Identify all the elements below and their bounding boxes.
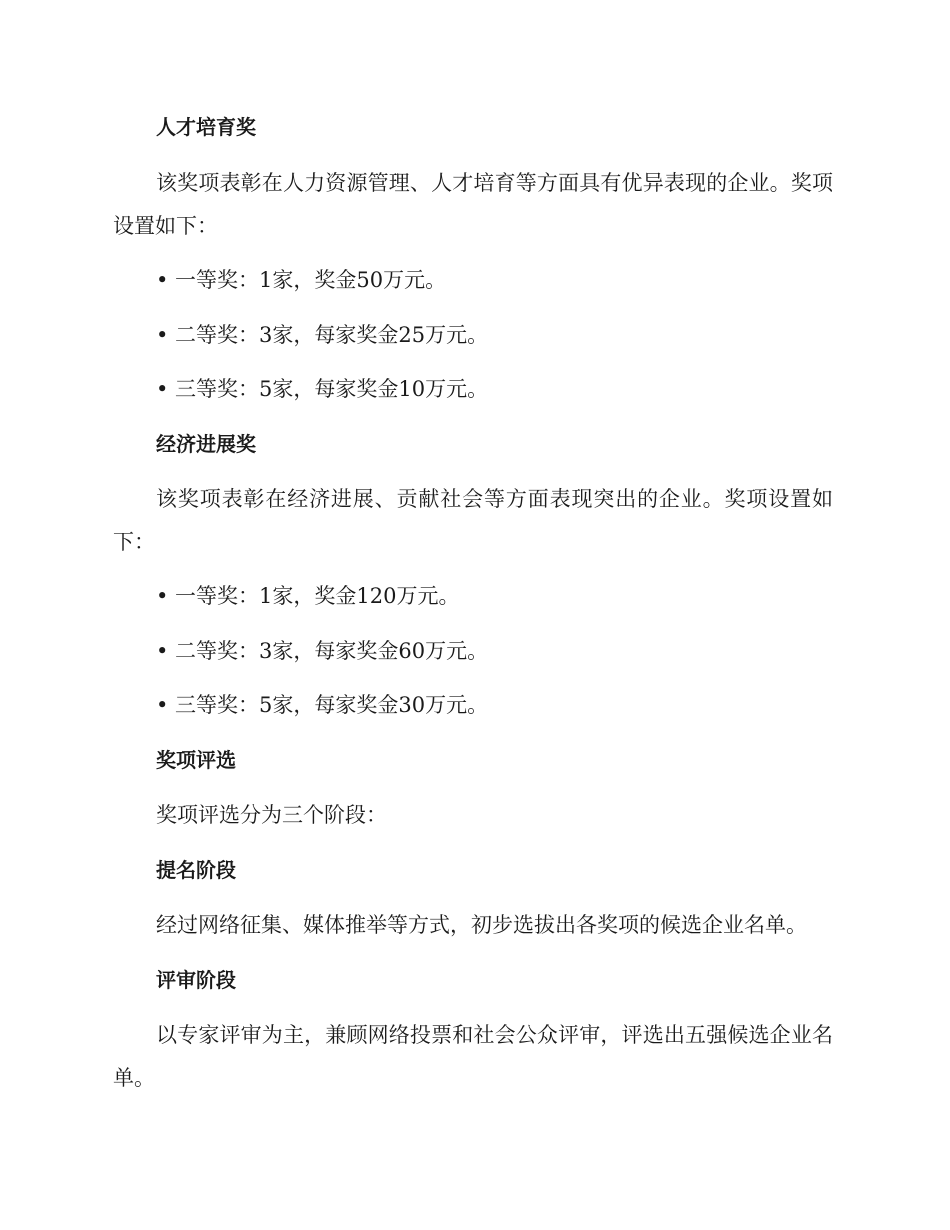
review-stage-description: 以专家评审为主，兼顾网络投票和社会公众评审，评选出五强候选企业名单。	[113, 1023, 833, 1090]
section-heading-selection: 奖项评选	[156, 748, 236, 772]
economic-award-first-prize: • 一等奖：1家，奖金120万元。	[156, 584, 460, 608]
section-heading-review-stage: 评审阶段	[156, 968, 236, 992]
talent-award-third-prize: • 三等奖：5家，每家奖金10万元。	[156, 377, 489, 401]
talent-award-description: 该奖项表彰在人力资源管理、人才培育等方面具有优异表现的企业。奖项设置如下：	[113, 171, 833, 238]
section-heading-nomination-stage: 提名阶段	[156, 858, 236, 882]
economic-award-second-prize: • 二等奖：3家，每家奖金60万元。	[156, 639, 489, 663]
talent-award-second-prize: • 二等奖：3家，每家奖金25万元。	[156, 323, 489, 347]
economic-award-third-prize: • 三等奖：5家，每家奖金30万元。	[156, 693, 489, 717]
talent-award-first-prize: • 一等奖：1家，奖金50万元。	[156, 268, 447, 292]
economic-award-description: 该奖项表彰在经济进展、贡献社会等方面表现突出的企业。奖项设置如下：	[113, 487, 833, 554]
selection-description: 奖项评选分为三个阶段：	[156, 803, 387, 827]
nomination-stage-description: 经过网络征集、媒体推举等方式，初步选拔出各奖项的候选企业名单。	[156, 913, 807, 937]
section-heading-talent-award: 人才培育奖	[156, 115, 256, 139]
section-heading-economic-award: 经济进展奖	[156, 432, 256, 456]
